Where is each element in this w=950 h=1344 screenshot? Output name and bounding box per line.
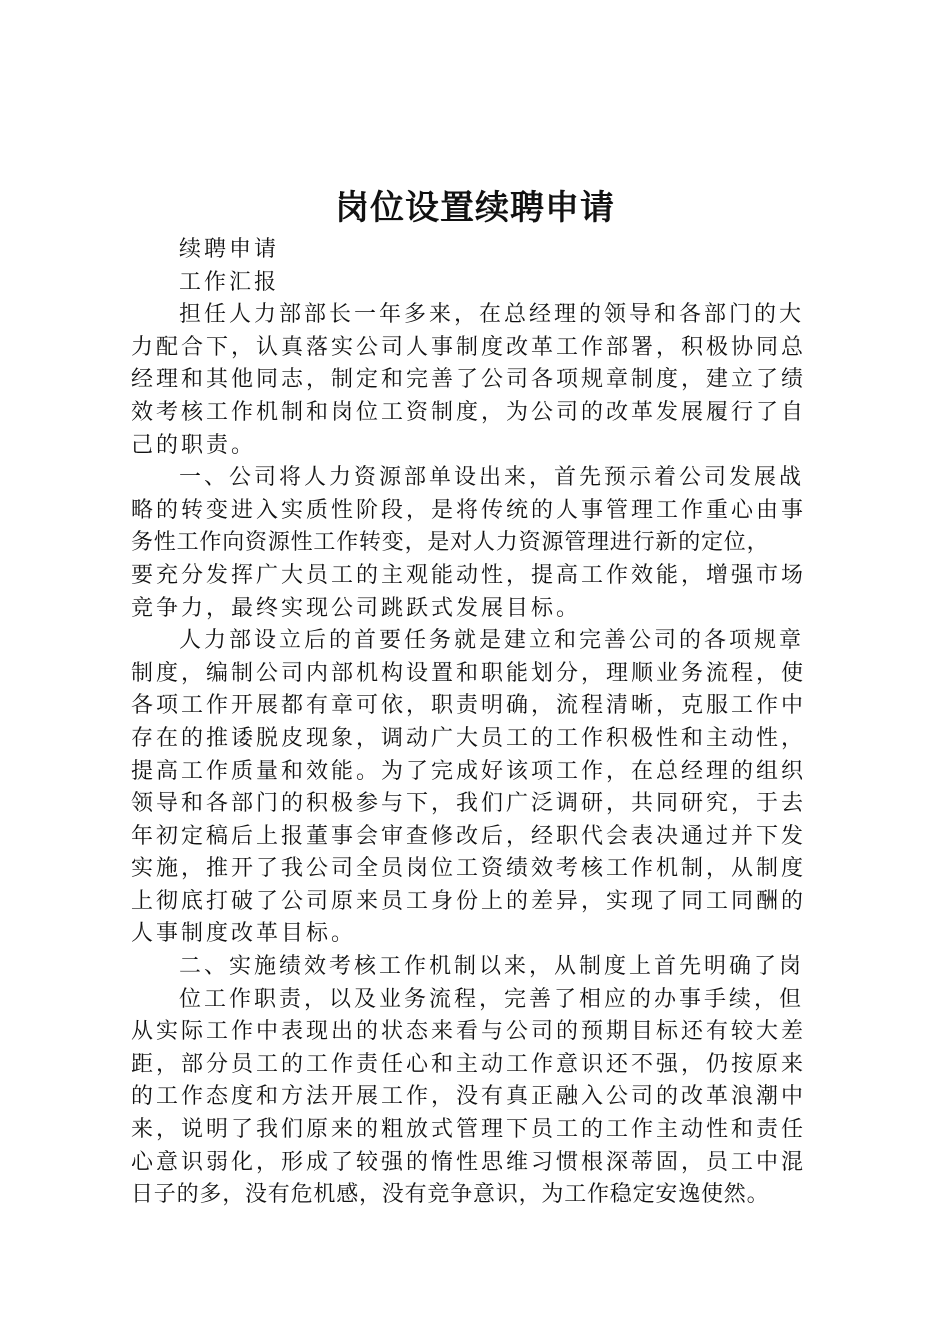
body-line: 心意识弱化，形成了较强的惰性思维习惯根深蒂固，员工中混 (131, 1149, 807, 1175)
body-line: 力配合下，认真落实公司人事制度改革工作部署，积极协同总 (131, 334, 807, 360)
body-line: 日子的多，没有危机感，没有竞争意识，为工作稳定安逸使然。 (131, 1182, 770, 1208)
body-line: 略的转变进入实质性阶段，是将传统的人事管理工作重心由事 (131, 497, 807, 523)
body-line: 二、实施绩效考核工作机制以来，从制度上首先明确了岗 (179, 954, 805, 980)
body-line: 提高工作质量和效能。为了完成好该项工作，在总经理的组织 (131, 758, 807, 784)
body-line: 年初定稿后上报董事会审查修改后，经职代会表决通过并下发 (131, 823, 807, 849)
body-line: 从实际工作中表现出的状态来看与公司的预期目标还有较大差 (131, 1019, 807, 1045)
document-title: 岗位设置续聘申请 (335, 188, 615, 228)
body-line: 己的职责。 (131, 432, 257, 458)
body-line: 效考核工作机制和岗位工资制度，为公司的改革发展履行了自 (131, 399, 807, 425)
body-line: 制度，编制公司内部机构设置和职能划分，理顺业务流程，使 (131, 660, 807, 686)
body-line: 一、公司将人力资源部单设出来，首先预示着公司发展战 (179, 465, 805, 491)
body-line: 领导和各部门的积极参与下，我们广泛调研，共同研究，于去 (131, 791, 807, 817)
body-line: 实施，推开了我公司全员岗位工资绩效考核工作机制，从制度 (131, 856, 807, 882)
body-line: 续聘申请 (179, 237, 280, 262)
body-line: 人事制度改革目标。 (131, 921, 357, 947)
document-body (131, 234, 851, 1212)
body-line: 上彻底打破了公司原来员工身份上的差异，实现了同工同酬的 (131, 888, 807, 914)
body-line: 距，部分员工的工作责任心和主动工作意识还不强，仍按原来 (131, 1051, 807, 1077)
body-line: 位工作职责，以及业务流程，完善了相应的办事手续，但 (179, 986, 805, 1012)
body-line: 的工作态度和方法开展工作，没有真正融入公司的改革浪潮中 (131, 1084, 807, 1110)
body-line: 各项工作开展都有章可依，职责明确，流程清晰，克服工作中 (131, 693, 807, 719)
body-line: 工作汇报 (179, 269, 280, 295)
body-line: 务性工作向资源性工作转变，是对人力资源管理进行新的定位， (131, 530, 770, 556)
body-line: 存在的推诿脱皮现象，调动广大员工的工作积极性和主动性， (131, 725, 807, 751)
body-line: 要充分发挥广大员工的主观能动性，提高工作效能，增强市场 (131, 562, 807, 588)
body-line: 经理和其他同志，制定和完善了公司各项规章制度，建立了绩 (131, 367, 807, 393)
body-line: 人力部设立后的首要任务就是建立和完善公司的各项规章 (179, 628, 805, 654)
body-line: 竞争力，最终实现公司跳跃式发展目标。 (131, 595, 582, 621)
body-line: 来，说明了我们原来的粗放式管理下员工的工作主动性和责任 (131, 1117, 807, 1143)
body-line: 担任人力部部长一年多来，在总经理的领导和各部门的大 (179, 302, 805, 328)
